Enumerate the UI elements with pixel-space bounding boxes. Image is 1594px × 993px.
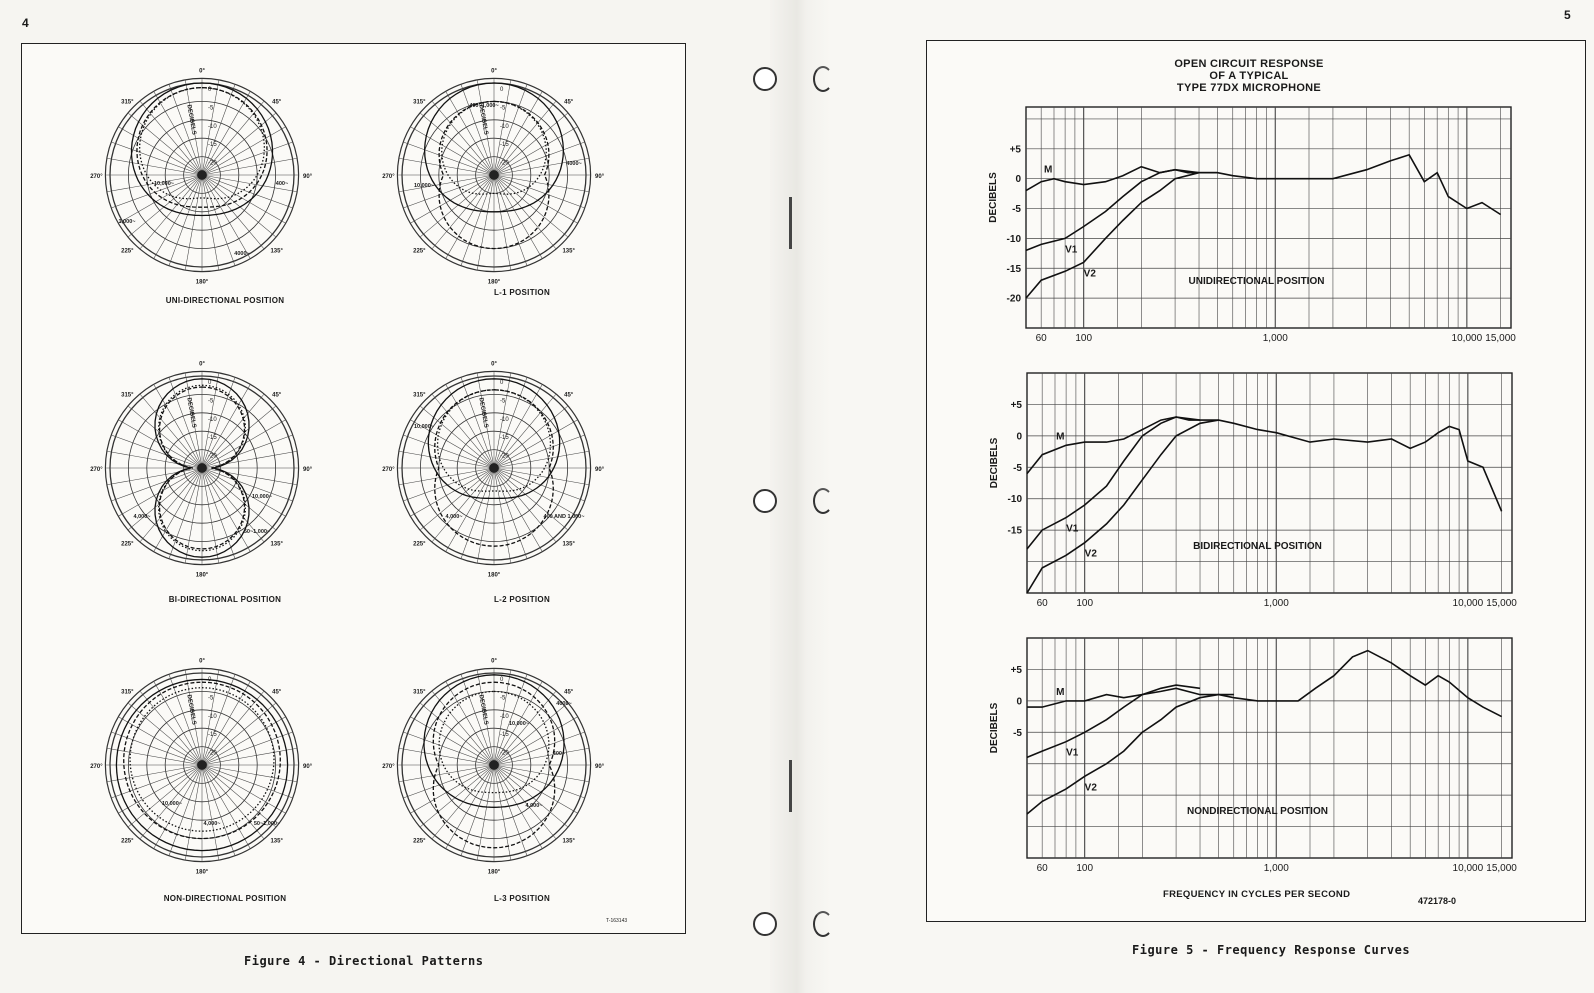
series-label: V1 (1066, 747, 1079, 759)
binder-slot (789, 760, 792, 812)
series-label: M (1043, 164, 1053, 176)
polar-plot (90, 68, 313, 285)
angle-label: 315° (413, 689, 426, 696)
angle-label: 225° (413, 838, 426, 845)
center-dot (197, 463, 207, 473)
angle-label: 315° (121, 99, 134, 106)
angle-label: 45° (564, 392, 574, 399)
polar-plot (90, 361, 313, 578)
binder-hole (753, 67, 777, 91)
spoke (446, 179, 492, 258)
axis-label: DECIBELS (185, 694, 197, 726)
spoke (206, 178, 285, 224)
y-tick-label: -10 (1007, 494, 1022, 506)
spoke (410, 127, 489, 173)
ring-label: -10 (208, 713, 217, 720)
ring-label: 0 (500, 87, 504, 93)
position-label: UNIDIRECTIONAL POSITION (1188, 275, 1325, 287)
spoke (118, 717, 197, 763)
spoke (207, 158, 297, 174)
ring-label: 0 (500, 677, 504, 683)
x-tick-label: 1,000 (1262, 333, 1288, 344)
frequency-annotation: 4,000~ (203, 821, 221, 827)
angle-label: 0° (199, 658, 205, 665)
frequency-annotation: 10,000~ (251, 494, 273, 500)
y-tick-label: 0 (1016, 431, 1022, 443)
ring-label: -5 (500, 695, 506, 702)
spoke (497, 91, 543, 170)
series-label: M (1056, 431, 1065, 443)
frequency-annotation: 10,000~ (161, 801, 183, 807)
frequency-annotation: 400~1,000~ (469, 103, 499, 109)
angle-label: 90° (303, 764, 313, 770)
spoke (207, 451, 297, 467)
spoke (410, 471, 489, 517)
ring-label: -5 (208, 695, 214, 702)
title-line: OF A TYPICAL (1209, 70, 1289, 82)
spoke (203, 473, 219, 563)
position-label: NONDIRECTIONAL POSITION (1187, 806, 1328, 817)
center-dot (489, 170, 499, 180)
angle-label: 0° (199, 68, 205, 75)
y-axis-label: DECIBELS (988, 172, 999, 223)
y-tick-label: -15 (1007, 525, 1022, 537)
spoke (477, 473, 493, 563)
angle-label: 270° (90, 764, 103, 770)
pattern-label: BI-DIRECTIONAL POSITION (168, 595, 282, 604)
angle-label: 135° (270, 838, 283, 845)
angle-label: 315° (413, 99, 426, 106)
angle-label: 315° (121, 689, 134, 696)
angle-label: 225° (413, 248, 426, 255)
spoke (203, 770, 219, 860)
angle-label: 180° (487, 279, 501, 286)
spoke (399, 451, 489, 467)
series-label: V1 (1066, 523, 1079, 535)
spoke (154, 179, 200, 258)
ring-label: 0 (208, 87, 212, 93)
ring-label: -15 (208, 732, 217, 739)
pattern-label: L-3 POSITION (493, 894, 551, 903)
x-tick-label: 10,000 (1451, 333, 1483, 344)
angle-label: 180° (487, 572, 501, 579)
center-dot (489, 760, 499, 770)
angle-label: 180° (487, 869, 501, 876)
frequency-annotation: 10,000~ (508, 721, 530, 727)
angle-label: 135° (562, 838, 575, 845)
y-tick-label: +5 (1010, 399, 1022, 411)
x-tick-label: 15,000 (1486, 598, 1517, 609)
x-tick-label: 10,000 (1452, 598, 1484, 609)
axis-label: DECIBELS (185, 104, 197, 136)
frequency-annotation: 10,000~ (413, 424, 435, 430)
ring-label: -20 (500, 160, 509, 167)
frequency-annotation: 400 AND 1,000~ (543, 514, 585, 520)
y-tick-label: 0 (1015, 174, 1021, 186)
figure4-caption: Figure 4 - Directional Patterns (244, 954, 484, 968)
spoke (399, 158, 489, 174)
series-label: V2 (1084, 548, 1097, 560)
frequency-annotation: 4000~ (556, 701, 572, 707)
ring-label: -20 (208, 453, 217, 460)
ring-label: -10 (500, 416, 509, 423)
polar-plot (382, 658, 605, 875)
ring-label: -10 (500, 123, 509, 130)
spoke (399, 766, 489, 782)
ring-label: -20 (500, 453, 509, 460)
frequency-annotation: 10,000~ (413, 183, 435, 189)
angle-label: 270° (382, 467, 395, 473)
spoke (497, 179, 543, 258)
angle-label: 315° (121, 392, 134, 399)
series-label: V2 (1083, 268, 1096, 280)
angle-label: 135° (270, 248, 283, 255)
angle-label: 90° (595, 764, 605, 770)
spoke (499, 176, 589, 192)
frequency-annotation: 4,000~ (445, 514, 463, 520)
y-tick-label: -20 (1006, 293, 1021, 305)
spoke (497, 472, 543, 551)
x-tick-label: 100 (1075, 333, 1093, 344)
ring-label: -15 (500, 732, 509, 739)
spoke (497, 384, 543, 463)
angle-label: 45° (272, 392, 282, 399)
angle-label: 0° (491, 68, 497, 75)
angle-label: 0° (491, 658, 497, 665)
spoke (399, 748, 489, 764)
spoke (207, 766, 297, 782)
frequency-annotation: 400~ (552, 751, 566, 757)
angle-label: 135° (562, 248, 575, 255)
ring-label: -20 (208, 160, 217, 167)
x-tick-label: 100 (1076, 863, 1094, 874)
polar-patterns (22, 44, 685, 933)
x-tick-label: 15,000 (1485, 333, 1516, 344)
spoke (205, 769, 251, 848)
angle-label: 135° (562, 541, 575, 548)
binder-slot (789, 197, 792, 249)
y-tick-label: -5 (1013, 727, 1022, 739)
spoke (499, 766, 589, 782)
angle-label: 45° (564, 689, 574, 696)
frequency-annotation: 4000~ (234, 251, 250, 257)
series-label: M (1056, 686, 1065, 698)
position-label: BIDIRECTIONAL POSITION (1193, 541, 1322, 552)
axis-label: DECIBELS (477, 694, 489, 726)
ring-label: -5 (500, 398, 506, 405)
angle-label: 180° (195, 279, 209, 286)
spoke (410, 717, 489, 763)
ring-label: 0 (208, 677, 212, 683)
center-dot (197, 760, 207, 770)
title-line: TYPE 77DX MICROPHONE (1176, 82, 1322, 94)
angle-label: 225° (121, 541, 134, 548)
frequency-annotation: 4,000~ (525, 803, 543, 809)
ring-label: -5 (208, 105, 214, 112)
angle-label: 270° (382, 764, 395, 770)
ring-label: 0 (500, 380, 504, 386)
center-dot (197, 170, 207, 180)
spoke (206, 127, 285, 173)
angle-label: 90° (595, 467, 605, 473)
angle-label: 270° (382, 174, 395, 180)
spoke (399, 176, 489, 192)
ring-label: -15 (500, 435, 509, 442)
center-dot (489, 463, 499, 473)
figure5-caption: Figure 5 - Frequency Response Curves (1132, 943, 1411, 957)
binder-hole (753, 489, 777, 513)
angle-label: 90° (303, 174, 313, 180)
series-label: V2 (1084, 782, 1097, 794)
binder-hole-shadow (813, 66, 833, 92)
ring-label: -5 (208, 398, 214, 405)
frequency-annotation: 10,000~ (153, 181, 175, 187)
spoke (205, 91, 251, 170)
spoke (107, 158, 197, 174)
ring-label: -5 (500, 105, 506, 112)
ring-label: -10 (208, 416, 217, 423)
frequency-annotation: 4,000~ (133, 514, 151, 520)
figure4-frame (21, 43, 686, 934)
x-tick-label: 60 (1035, 333, 1047, 344)
drawing-number: 472178-0 (1418, 896, 1457, 906)
spoke (498, 420, 577, 466)
spoke (107, 748, 197, 764)
angle-label: 315° (413, 392, 426, 399)
angle-label: 225° (121, 248, 134, 255)
angle-label: 270° (90, 174, 103, 180)
frequency-annotation: 400~ (275, 181, 289, 187)
frequency-annotation: 50~1,000~ (253, 821, 281, 827)
angle-label: 45° (564, 99, 574, 106)
angle-label: 225° (413, 541, 426, 548)
angle-label: 0° (491, 361, 497, 368)
pattern-label: L-1 POSITION (493, 288, 551, 297)
ring-label: 0 (208, 380, 212, 386)
ring-label: -15 (500, 142, 509, 149)
ring-label: -15 (208, 142, 217, 149)
spoke (446, 472, 492, 551)
spoke (499, 748, 589, 764)
spoke (154, 769, 200, 848)
x-tick-label: 1,000 (1263, 863, 1289, 874)
y-tick-label: +5 (1010, 664, 1022, 676)
angle-label: 180° (195, 869, 209, 876)
page-number-right: 5 (1564, 8, 1571, 22)
frequency-annotation: 4000~ (566, 161, 582, 167)
page-number-left: 4 (22, 16, 29, 30)
y-tick-label: -15 (1006, 263, 1021, 275)
y-axis-label: DECIBELS (989, 702, 1000, 754)
pattern-label: UNI-DIRECTIONAL POSITION (165, 296, 285, 305)
figure5-frame (926, 40, 1586, 922)
spoke (446, 769, 492, 848)
spoke (118, 127, 197, 173)
drawing-id: T-163143 (606, 918, 628, 924)
pattern-label: L-2 POSITION (493, 595, 551, 604)
angle-label: 270° (90, 467, 103, 473)
angle-label: 90° (303, 467, 313, 473)
spoke (185, 770, 201, 860)
x-axis-title: FREQUENCY IN CYCLES PER SECOND (1163, 889, 1351, 900)
spoke (107, 766, 197, 782)
y-axis-label: DECIBELS (989, 437, 1000, 489)
spoke (203, 180, 219, 270)
angle-label: 90° (595, 174, 605, 180)
spoke (185, 180, 201, 270)
angle-label: 135° (270, 541, 283, 548)
title-line: OPEN CIRCUIT RESPONSE (1174, 58, 1324, 70)
spoke (107, 451, 197, 467)
ring-label: -20 (208, 750, 217, 757)
binder-hole (753, 912, 777, 936)
y-tick-label: +5 (1009, 144, 1021, 156)
y-tick-label: -5 (1012, 204, 1021, 216)
y-tick-label: 0 (1016, 696, 1022, 708)
x-tick-label: 1,000 (1263, 598, 1289, 609)
frequency-annotation: 50~1,000~ (243, 529, 271, 535)
x-tick-label: 60 (1036, 598, 1048, 609)
ring-label: -10 (500, 713, 509, 720)
y-tick-label: -5 (1013, 462, 1022, 474)
angle-label: 0° (199, 361, 205, 368)
series-label: V1 (1065, 244, 1078, 256)
angle-label: 45° (272, 689, 282, 696)
ring-label: -15 (208, 435, 217, 442)
x-tick-label: 100 (1076, 598, 1094, 609)
angle-label: 45° (272, 99, 282, 106)
angle-label: 180° (195, 572, 209, 579)
ring-label: -20 (500, 750, 509, 757)
spoke (205, 179, 251, 258)
polar-plot (90, 658, 313, 875)
polar-plot (382, 361, 605, 578)
spoke (499, 451, 589, 467)
figure5-title (1099, 58, 1399, 94)
polar-plot (382, 68, 605, 285)
spoke (495, 473, 511, 563)
frequency-annotation: 1,000~ (118, 219, 136, 225)
spoke (207, 748, 297, 764)
y-tick-label: -10 (1006, 233, 1021, 245)
pattern-label: NON-DIRECTIONAL POSITION (163, 894, 287, 903)
axis-label: DECIBELS (477, 397, 489, 429)
binder-hole-shadow (813, 911, 833, 937)
ring-label: -10 (208, 123, 217, 130)
angle-label: 225° (121, 838, 134, 845)
axis-label: DECIBELS (477, 104, 489, 136)
x-tick-label: 60 (1036, 863, 1048, 874)
axis-label: DECIBELS (185, 397, 197, 429)
binder-hole-shadow (813, 488, 833, 514)
x-tick-label: 10,000 (1452, 863, 1484, 874)
x-tick-label: 15,000 (1486, 863, 1517, 874)
